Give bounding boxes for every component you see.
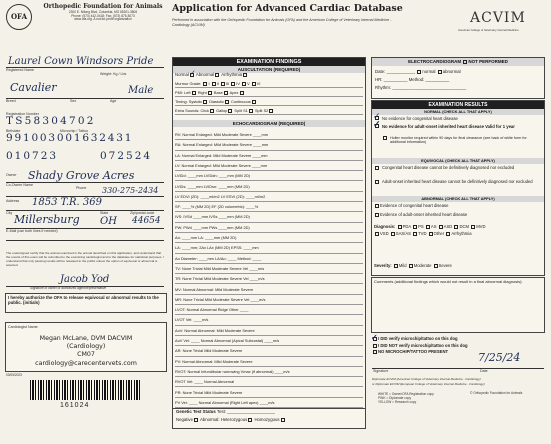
signature-label-right: Signature <box>373 369 389 373</box>
checkbox-arrhythmia[interactable] <box>243 73 247 77</box>
equivocal-items: Congenital heart disease cannot be definitively diagnosed nor excluded Adult-onset inherited heart disease cannot be definitively diagnosed nor excluded <box>374 166 542 194</box>
breed-label: Breed <box>6 99 16 103</box>
auscultation-normal[interactable]: Normal ✓ <box>175 70 196 78</box>
coowner-label: Co-Owner Name <box>6 183 33 187</box>
registered-name-value: Laurel Cown Windsors Pride <box>8 56 154 67</box>
comments-box <box>371 277 545 333</box>
weight-label: Weight: Kg / Lbs <box>100 72 127 76</box>
address-value: 1853 T.R. 369 <box>32 197 102 208</box>
echo-row: PR: None Trivial Mild Moderate Severe <box>175 388 363 398</box>
stamp-line-specialty: (Cardiology) <box>66 343 106 351</box>
timing-row: Timing: Systolic Diastolic Continuous <box>175 100 363 106</box>
exam-title: EXAMINATION FINDINGS <box>173 58 365 66</box>
echo-row: RVOT: Normal Infundibular narrowing Vmax (if abnormal) ____m/s <box>175 367 363 377</box>
genetic-title: Genetic Test Status <box>176 409 216 414</box>
phone-value: 330-275-2434 <box>102 186 159 195</box>
diagnosis-row: Diagnosis: PDA PS AS ASD DCM MVD VSD SAS/AS TVD Other Arrhythmia <box>374 224 486 236</box>
echo-row: AoV: Normal Abnormal: Mild Moderate Severe <box>175 326 363 336</box>
copies-list: WHITE = Owner/OFA Registration copy PINK = Diplomate copy YELLOW = Research copy <box>378 392 434 405</box>
consent-text: The undersigned certify that the animal examined is the animal described on this application, and understand that the results of this exam will be submitted to the examining cardiologist and to the database for statistical purposes. I understand that only passing results will be released to the public unless the option of equivocal or abnormal is selected. <box>6 251 165 267</box>
acvim-caption: American College of Veterinary Internal Medicine <box>458 28 519 32</box>
signature-label: Signature of owner or authorized agent/representative <box>30 286 107 290</box>
state-value: OH <box>100 216 117 227</box>
form-subtitle: Performed in association with the Orthopedic Foundation for Animals (OFA) and the American College of Veterinary Internal Medicine - Cardiology (ACVIM) <box>172 18 392 27</box>
release-text: I hereby authorize the OFA to release equivocal or abnormal results to the public. (initials) <box>8 295 159 305</box>
checkbox-holter[interactable] <box>383 136 387 140</box>
echo-row: LA: Normal Enlarged: Mild Moderate Severe ____mm <box>175 151 363 161</box>
echo-row: TV: None Trivial Mild Moderate Severe Vel ____m/s <box>175 264 363 274</box>
owner-value: Shady Grove Acres <box>28 169 135 182</box>
stamp-line-code: CM07 <box>77 351 95 359</box>
severity-row: Severity: Mild Moderate Severe <box>374 263 452 269</box>
copyright: © Orthopedic Foundation for Animals <box>470 391 523 395</box>
echo-row: MR: None Trivial Mild Moderate Severe Vel ____m/s <box>175 295 363 305</box>
echo-row: Ao Diameter: ____mm LA/Ao: ____ Method: ____ <box>175 254 363 264</box>
acvim-logo: ACVIM <box>470 10 526 26</box>
ecg-title-bar: ELECTROCARDIOGRAM NOT PERFORMED <box>372 58 544 66</box>
murmur-row: Murmur Grade: I II III IV V VI <box>175 82 363 88</box>
echo-row: SF: ____% (MM 2D) EF (2D volumetric): ____% <box>175 202 363 212</box>
echo-row: IVS: IVSd ____mm IVSs ____mm (MM 2D) <box>175 212 363 222</box>
checkbox-abnormal[interactable] <box>215 73 219 77</box>
microchip-value: 991003001632431 <box>6 132 134 144</box>
form-title: Application for Advanced Cardiac Database <box>172 3 403 14</box>
echo-row: LV EDVI (2D): ____ml/m2 LV ESVI (2D): ____ml/m2 <box>175 192 363 202</box>
microchip-label: Microchip / Tattoo <box>60 129 89 133</box>
echo-row: LVOT Vel: ____m/s <box>175 315 363 325</box>
sex-value: Male <box>128 85 154 96</box>
ecg-panel: ELECTROCARDIOGRAM NOT PERFORMED Date: ____________ normal abnormal HR: __________ Method: __________ Rhythm: _______________________________ <box>371 57 545 99</box>
abnormal-title: ABNORMAL (CHECK ALL THAT APPLY) <box>372 196 544 202</box>
barcode-number: 161024 <box>60 402 90 409</box>
address-label: Address <box>6 199 20 203</box>
stamp-line-name: Megan McLane, DVM DACVIM <box>39 335 133 343</box>
cardiologist-label: Cardiologist Name: <box>8 325 39 329</box>
release-box <box>5 293 167 313</box>
echo-row: AR: None Trivial Mild Moderate Severe <box>175 346 363 356</box>
stamp-line-email: cardiology@carecentervets.com <box>35 359 137 367</box>
abnormal-items: Evidence of congenital heart disease Evidence of adult-onset inherited heart disease <box>374 204 542 222</box>
checkbox-normal[interactable]: ✓ <box>189 70 196 77</box>
pmi-row: PMI: Left Right Base Apex <box>175 91 363 97</box>
birthdate-value: 010723 <box>6 150 59 162</box>
footer-diplomate-2: or Diplomate ECVIM (European College of Veterinary Internal Medicine - Cardiology) <box>372 382 485 386</box>
registration-number-value: TS58304702 <box>6 115 96 127</box>
footer-diplomate-1: Diplomate ACVIM (American College of Veterinary Internal Medicine - Cardiology) <box>372 377 481 381</box>
auscultation-title: AUSCULTATION (REQUIRED) <box>173 66 365 73</box>
state-label: State <box>100 211 109 215</box>
echo-row: MV: Normal Abnormal: Mild Moderate Severe <box>175 285 363 295</box>
breed-value: Cavalier <box>10 81 57 94</box>
phone-label: Phone <box>76 186 87 190</box>
ofa-logo <box>6 4 32 30</box>
org-address: 2300 E. Nifong Blvd, Columbia, MO 65201-3806 <box>68 9 138 14</box>
comments-label: Comments (additional findings which would not result in a final abnormal diagnosis): <box>374 279 523 284</box>
barcode <box>30 380 140 400</box>
results-title: EXAMINATION RESULTS <box>372 101 544 109</box>
zip-label: Zip/postal code <box>130 211 155 215</box>
zip-value: 44654 <box>132 216 161 226</box>
normal-items: ✓ No evidence for congenital heart disease ✓ No evidence for adult-onset inherited heart disease Valid for 1 year Holter monitor required within 90 days for final clearance (see back of white form for additional information) <box>373 111 527 145</box>
extra-sounds-row: Extra Sounds: Click Gallop Split S1 Split S2 <box>175 109 363 115</box>
echo-row: PV: Normal Abnormal: Mild Moderate Severe <box>175 357 363 367</box>
echo-row: PW: PWd ____mm PWs ____mm (MM 2D) <box>175 223 363 233</box>
cardiologist-stamp <box>8 335 164 368</box>
ofa-logo-text: OFA <box>10 11 28 21</box>
echo-row: LVOT: Normal Abnormal Ridge Other ____ <box>175 305 363 315</box>
genetic-section: Genetic Test Status Test: ____________________ Negative Abnormal: Heterozygous Homozygous <box>173 408 365 424</box>
sign-date-value: 7/25/24 <box>478 351 521 364</box>
cardiologist-box <box>5 322 167 372</box>
birthdate-label: Birthdate <box>6 129 21 133</box>
org-web: www.ofa.org. A not-for-profit organization <box>74 17 132 22</box>
org-phone: Phone: (573) 442-0418; Fax: (573) 875-5073 <box>71 13 135 18</box>
registration-number-label: Registration Number <box>6 112 39 116</box>
sex-label: Sex <box>70 99 77 103</box>
echo-row: Ao: ____mm LA: ____mm (MM 2D) <box>175 233 363 243</box>
echo-row: LA: ____mm; 2Ax LAx (MM 2D) EPSS: ____mm <box>175 243 363 253</box>
date-label-right: Date <box>480 369 488 373</box>
org-name: Orthopedic Foundation for Animals <box>43 3 163 10</box>
equivocal-title: EQUIVOCAL (CHECK ALL THAT APPLY) <box>372 158 544 164</box>
echo-row: LV: Normal Enlarged: Mild Moderate Severe ____mm <box>175 161 363 171</box>
city-label: City <box>6 211 13 215</box>
echo-row: PV Vel: ____ Normal Abnormal (Right Left apex) ____m/s <box>175 398 363 408</box>
registered-name-label: Registered Name <box>6 68 34 72</box>
microchip-verify: ✓ I DID verify microchip/tattoo on this dog I DID NOT verify microchip/tattoo on this dog NO MICROCHIP/TATTOO PRESENT <box>371 333 468 355</box>
echo-title: ECHOCARDIOGRAM (REQUIRED) <box>173 120 365 127</box>
echo-row: RA: Normal Enlarged: Mild Moderate Severe ____mm <box>175 140 363 150</box>
echo-row: LVIDd: ____mm LVIDdn: ____mm (MM 2D) <box>175 171 363 181</box>
echo-row: LVIDs: ____mm LVIDsn: ____mm (MM 2D) <box>175 182 363 192</box>
email-label: E-Mail (use both lines if needed) <box>6 229 58 233</box>
owner-signature: Jacob Yod <box>60 274 110 285</box>
exam-date-value: 072524 <box>100 150 153 162</box>
auscultation-options: Normal ✓ Abnormal Arrhythmia <box>175 73 248 78</box>
echo-row: RVOT Vel: ____ Normal Abnormal <box>175 377 363 387</box>
echo-row: TR: None Trivial Mild Moderate Severe Vel ____m/s <box>175 274 363 284</box>
form-date: 03/05/2023 <box>6 373 22 377</box>
normal-title: NORMAL (CHECK ALL THAT APPLY) <box>372 109 544 115</box>
echo-row: RV: Normal Enlarged: Mild Moderate Severe ____mm <box>175 130 363 140</box>
age-label: Age <box>110 99 117 103</box>
echo-row: AoV Vel: ____ Normal Abnormal (Apical Subcostal) ____m/s <box>175 336 363 346</box>
owner-label: Owner <box>6 173 17 177</box>
city-value: Millersburg <box>14 213 80 226</box>
